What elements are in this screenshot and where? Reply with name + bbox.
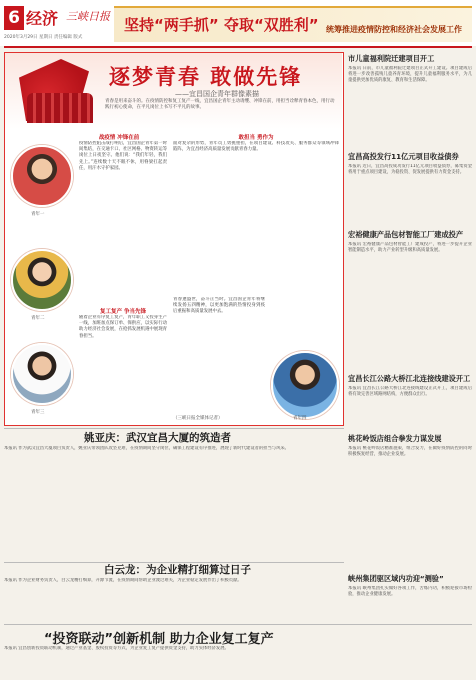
portrait-photo-4 [271,351,339,419]
section2-tag: 复工复产 争当先锋 [100,309,146,315]
section3-text: 面对复杂的形势，青年员工勇挑重担，在项目建设、科技攻关、服务群众等领域冲锋陷阵，为宜昌经济高质量发展贡献青春力量。 [173,141,339,153]
brief-1-title: 市儿童福利院迁建项目开工 [348,54,435,63]
section-name: 经济 [26,9,59,28]
bottom-section [4,428,472,678]
headline-1: 姚亚庆：武汉宜昌大厦的筑造者 [84,432,231,444]
brief-4-text: 本报讯 宜昌长江公路大桥江北连接线建设正式开工，项目建成后将有效完善区域路网结构，方便群众出行。 [348,386,472,397]
campaign-banner [114,6,472,42]
brief-3-title: 宏裕健康产品包材智能工厂建成投产 [348,230,464,239]
article-signature: （三峡日报全媒体记者） [173,416,223,421]
crowd-illustration [27,93,93,123]
news-briefs-column [348,52,472,426]
section1-text: 疫情防控阻击战打响后，宜昌国企青年第一时间集结，在交通卡口、社区网格、物资转运等岗位上日夜坚守。他们说：“我们年轻，我们先上。”连续数十天不眠不休，用脊梁扛起责任，用汗水守护家园。 [79,141,167,171]
feature-intro: 青春是用来奋斗的。在疫情防控和复工复产一线，宜昌国企青年主动请缨、冲锋在前，用担当诠释青春本色，用行动践行初心使命，在平凡岗位上书写不平凡的故事。 [105,99,335,110]
brief-6-title: 峡州集团驱区域内功迎“测验” [348,574,444,583]
feature-article [4,52,344,426]
photo-caption-4: 青年四 [293,416,307,421]
section4-text: 青春逢盛世，奋斗正当时。宜昌国企青年将继续发扬五四精神，以更加饱满的热情投身到疫后重振和高质量发展中去。 [173,297,265,315]
brief-5-text: 本报讯 桃花岭饭店精准施策，组合发力，在做好疫情防控的同时积极恢复经营，推动企业发展。 [348,446,472,457]
article-3-text: 本报讯 宜昌创新投资联动机制，通过产业基金、股权投资等方式，为企业复工复产提供资金支持，助力实体经济发展。 [4,646,229,651]
dateline: 2020年3月29日 星期日 责任编辑 版式 [4,35,83,40]
divider [4,428,344,429]
brief-2-text: 本报讯 近日，宜昌高投成功发行11亿元项目收益债券，募集资金将用于重点项目建设，为稳投资、促发展提供有力资金支持。 [348,164,472,175]
banner-slogan: 坚持“两手抓” 夺取“双胜利” [124,16,319,34]
headline-3: “投资联动”创新机制 助力企业复工复产 [44,632,274,647]
feature-hero [5,53,342,129]
banner-subtitle: 统筹推进疫情防控和经济社会发展工作 [326,25,462,34]
photo-caption-3: 青年三 [31,410,45,415]
brief-6-text: 本报讯 峡州集团扎实做好各项工作，苦练内功，积极迎接市场检验，推动企业健康发展。 [348,586,472,597]
brief-3-text: 本报讯 宏裕健康产品包材智能工厂建成投产，将进一步提升企业智能制造水平，助力产业转型升级和高质量发展。 [348,242,472,253]
page-number: 6 [4,6,24,30]
newspaper-logo: 三峡日报 [66,10,110,23]
brief-5-title: 桃花岭饭店组合拳发力谋发展 [348,434,442,443]
article-1-text: 本报讯 作为武汉宜昌大厦项目负责人，姚亚庆带领团队攻坚克难，在疫情期间坚守岗位，确保工程建设有序推进，展现了新时代建设者的担当与风采。 [4,446,289,451]
masthead [0,0,476,46]
section2-text: 随着企业有序复工复产，青年职工又投身生产一线，加班加点保订单、保供应，以实际行动助力经济社会发展，在抢抓发展机遇中展现青春担当。 [79,315,167,339]
brief-2-title: 宜昌高投发行11亿元项目收益债券 [348,152,459,161]
portrait-photo-1 [11,145,73,207]
section3-tag: 敢担当 勇作为 [238,135,274,141]
divider [4,624,472,625]
photo-caption-2: 青年二 [31,316,45,321]
article-2-text: 本报讯 作为企业财务负责人，白云龙精打细算，开源节流，在疫情期间帮助企业渡过难关，为企业稳定发展作出了积极贡献。 [4,578,242,583]
brief-1-text: 本报讯 日前，市儿童福利院迁建项目正式开工建设。项目建成后将进一步改善孤残儿童养育环境，提升儿童福利服务水平，为儿童提供更加优质的康复、教育和生活保障。 [348,66,472,83]
photo-caption-1: 青年一 [31,212,45,217]
feature-subtitle: ——宜昌国企青年群像素描 [175,90,259,98]
masthead-rule [4,46,472,48]
section1-tag: 战疫情 冲锋在前 [98,135,140,141]
feature-title: 逐梦青春 敢做先锋 [109,65,303,89]
portrait-photo-2 [11,249,73,311]
portrait-photo-3 [11,343,73,405]
headline-2: 白云龙：为企业精打细算过日子 [104,564,251,576]
brief-4-title: 宜昌长江公路大桥江北连接线建设开工 [348,374,471,383]
